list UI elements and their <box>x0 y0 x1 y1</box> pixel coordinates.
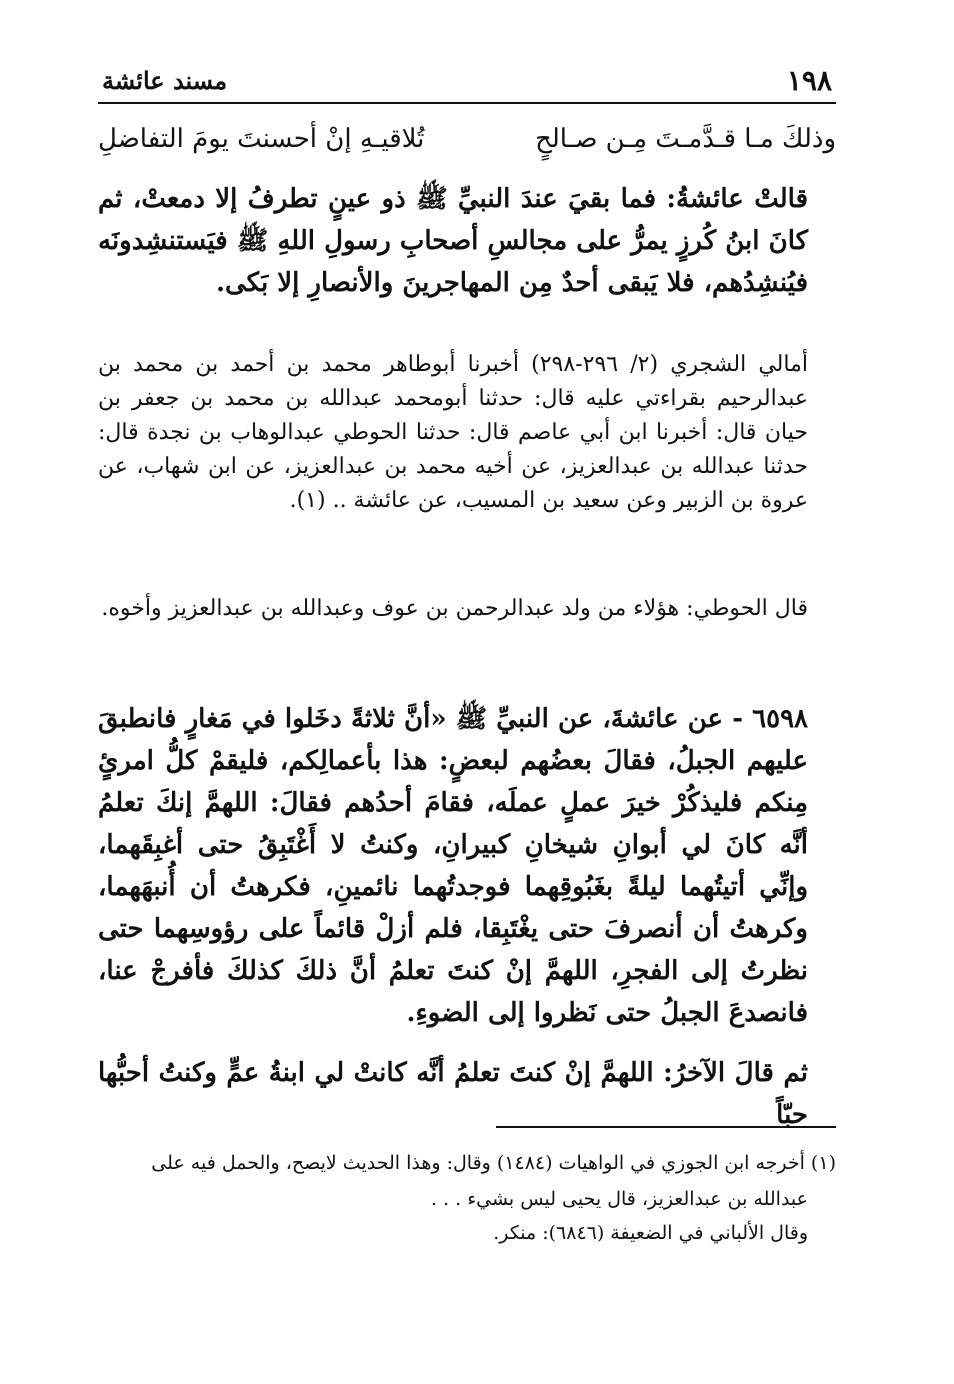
source-citation-paragraph: أمالي الشجري (٢/ ٢٩٦-٢٩٨) أخبرنا أبوطاهر محمد بن أحمد بن محمد بن عبدالرحيم بقراءتي عليه قال: حدثنا أبومحمد عبدالله بن محمد بن جعفر بن حيان قال: أخبرنا ابن أبي عاصم قال: حدثنا الحوطي عبدالوهاب بن نجدة قال: حدثنا عبدالله بن عبدالعزيز، عن أخيه محمد بن عبدالعزيز، عن ابن شهاب، عن عروة بن الزبير وعن سعيد بن المسيب، عن عائشة .. (١). <box>98 352 808 513</box>
hadith-continuation-paragraph: ثم قالَ الآخرُ: اللهمَّ إنْ كنتَ تعلمُ أنَّه كانتْ لي ابنةُ عمٍّ وكنتُ أحبُّها حبّاً <box>98 1058 808 1130</box>
footnote-divider <box>496 1126 836 1128</box>
footnote-line-3: وقال الألباني في الضعيفة (٦٨٤٦): منكر. <box>493 1222 808 1244</box>
running-title: مسند عائشة <box>102 66 228 95</box>
commentary-paragraph: قال الحوطي: هؤلاء من ولد عبدالرحمن بن عوف وعبدالله بن عبدالعزيز وأخوه. <box>101 596 808 621</box>
verse-second-hemistich: تُلاقيـهِ إنْ أحسنتَ يومَ التفاضلِ <box>98 124 425 154</box>
verse-first-hemistich: وذلكَ مـا قـدَّمـتَ مِـن صـالحٍ <box>535 124 836 154</box>
page-header <box>98 62 836 104</box>
hadith-text-paragraph: قالتْ عائشةُ: فما بقيَ عندَ النبيِّ ﷺ ذو عينٍ تطرفُ إلا دمعتْ، ثم كانَ ابنُ كُرزٍ يمرُّ على مجالسِ أصحابِ رسولِ اللهِ ﷺ فيَستنشِدونَه فيُنشِدُهم، فلا يَبقى أحدٌ مِن المهاجرينَ والأنصارِ إلا بَكى. <box>98 184 808 298</box>
poetry-verse <box>98 124 836 170</box>
page-number: ١٩٨ <box>786 64 832 97</box>
footnote-line-1: (١) أخرجه ابن الجوزي في الواهيات (١٤٨٤) وقال: وهذا الحديث لايصح، والحمل فيه على <box>151 1152 836 1174</box>
hadith-6598-paragraph: ٦٥٩٨ - عن عائشةَ، عن النبيِّ ﷺ «أنَّ ثلاثةً دخَلوا في مَغارٍ فانطبقَ عليهم الجبلُ، فقالَ بعضُهم لبعضٍ: هذا بأعمالِكم، فليقمْ كلُّ امرئٍ مِنكم فليذكُرْ خيرَ عملٍ عملَه، فقامَ أحدُهم فقالَ: اللهمَّ إنكَ تعلمُ أنَّه كانَ لي أبوانِ شيخانِ كبيرانِ، وكنتُ لا أَغْتَبِقُ حتى أغبِقَهما، وإنِّي أتيتُهما ليلةً بغَبُوقِهما فوجدتُهما نائمينِ، فكرهتُ أن أُنبهَهما، وكرهتُ أن أنصرفَ حتى يغْتَبِقا، فلم أزلْ قائماً على رؤوسِهما حتى نظرتُ إلى الفجرِ، اللهمَّ إنْ كنتَ تعلمُ أنَّ ذلكَ كذلكَ فأفرجْ عنا، فانصدعَ الجبلُ حتى نَظروا إلى الضوءِ. <box>98 704 808 1028</box>
footnote-line-2: عبدالله بن عبدالعزيز، قال يحيى ليس بشيء . . . <box>430 1188 808 1210</box>
